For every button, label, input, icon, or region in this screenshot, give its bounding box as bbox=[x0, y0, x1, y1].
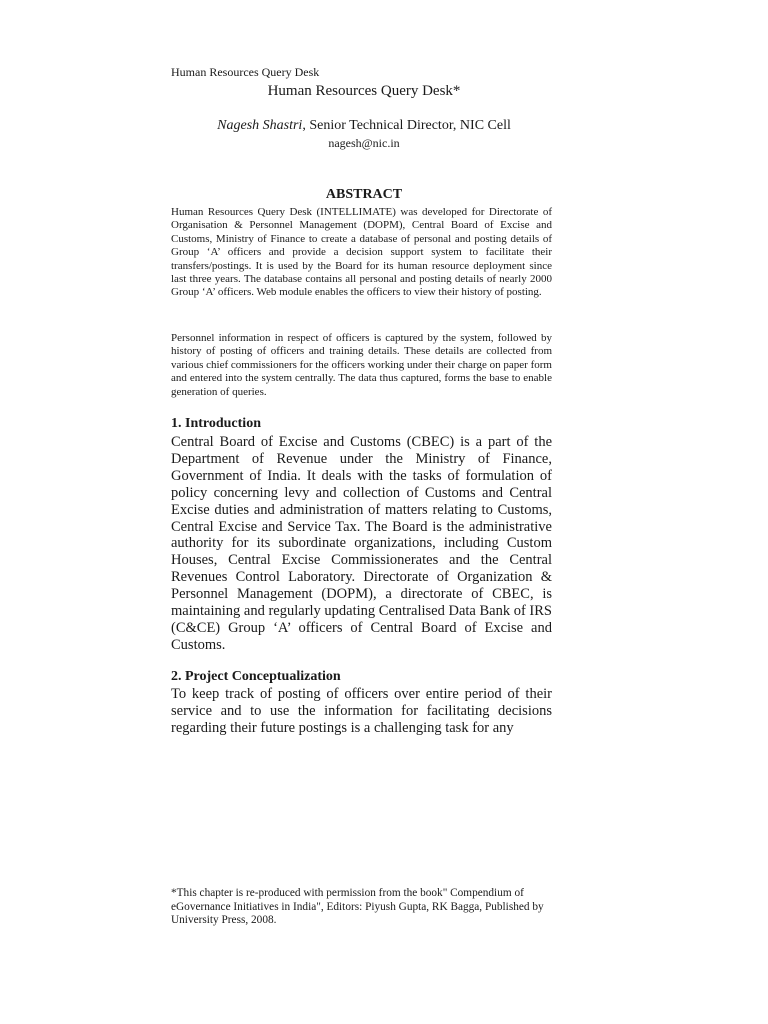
section-heading-introduction: 1. Introduction bbox=[171, 416, 261, 431]
section-heading-project-conceptualization: 2. Project Conceptualization bbox=[171, 669, 341, 684]
abstract-paragraph-2: Personnel information in respect of officers is captured by the system, followed by history of posting of officers and training details. These details are collected from various chief commissioners for the officers working under their charge on paper form and entered into the system centrally. The data thus captured, forms the base to enable generation of queries. bbox=[171, 332, 552, 398]
abstract-paragraph-1: Human Resources Query Desk (INTELLIMATE) was developed for Directorate of Organisation & Personnel Management (DOPM), Central Board of Excise and Customs, Ministry of Finance to create a database of personal and posting details of Group ‘A’ officers and provide a decision support system to facilitate their transfers/postings. It is used by the Board for its human resource deployment since last three years. The database contains all personal and posting details of nearly 2000 Group ‘A’ officers. Web module enables the officers to view their history of posting. bbox=[171, 206, 552, 299]
abstract-heading: ABSTRACT bbox=[325, 187, 403, 202]
section-body-introduction: Central Board of Excise and Customs (CBEC) is a part of the Department of Revenue under the Ministry of Finance, Government of India. It deals with the tasks of formulation of policy concerning levy and collection of Customs and Central Excise duties and administration of matters relating to Customs, Central Excise and Service Tax. The Board is the administrative authority for its subordinate organizations, including Custom Houses, Central Excise Commissionerates and the Central Revenues Control Laboratory. Directorate of Organization & Personnel Management (DOPM), a directorate of CBEC, is maintaining and regularly updating Centralised Data Bank of IRS (C&CE) Group ‘A’ officers of Central Board of Excise and Customs. bbox=[171, 434, 552, 653]
document-title: Human Resources Query Desk* bbox=[267, 83, 461, 99]
footnote: *This chapter is re-produced with permission from the book" Compendium of eGovernance Initiatives in India", Editors: Piyush Gupta, RK Bagga, Published by University Press, 2008. bbox=[171, 887, 544, 927]
running-head: Human Resources Query Desk bbox=[171, 65, 320, 79]
author-affiliation: , Senior Technical Director, NIC Cell bbox=[302, 118, 511, 133]
section-body-project-conceptualization: To keep track of posting of officers over entire period of their service and to use the information for facilitating decisions regarding their future postings is a challenging task for any bbox=[171, 686, 552, 736]
author-email: nagesh@nic.in bbox=[328, 136, 400, 150]
author-line bbox=[0, 118, 728, 134]
author-name: Nagesh Shastri bbox=[217, 118, 303, 133]
